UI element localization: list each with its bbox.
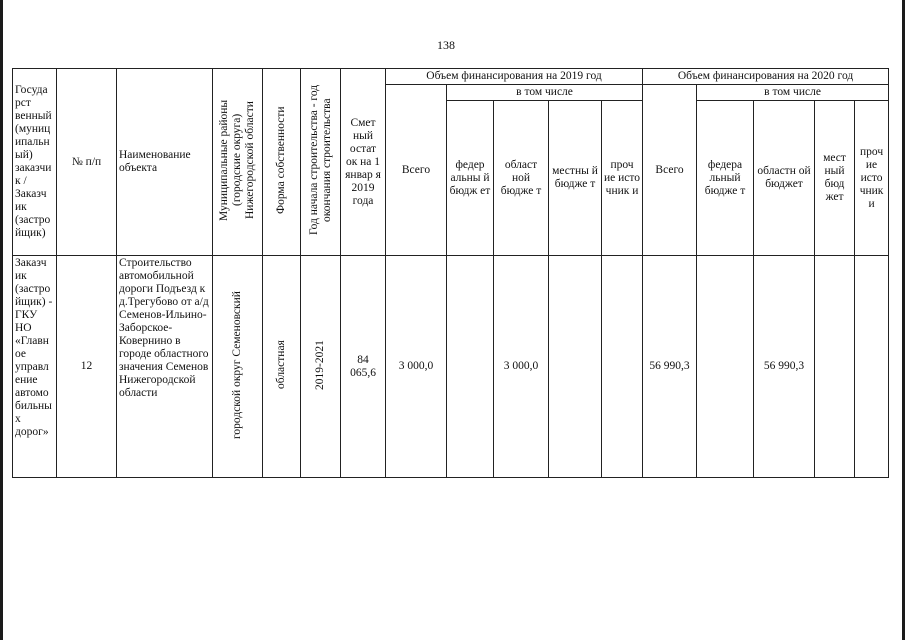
header-districts-text: Муниципальные районы (городские округа) Нижегородской области xyxy=(218,99,256,221)
cell-object-name: Строительство автомобильной дороги Подъезд к д.Трегубово от а/д Семенов-Ильино-Заборское-Ковернино в городе областного значения Семенов Нижегородской области xyxy=(117,256,213,478)
header-estimate-balance: Смет ный остат ок на 1 январ я 2019 года xyxy=(341,69,386,256)
header-oth-2019: проч ие исто чник и xyxy=(602,101,643,256)
cell-years xyxy=(301,256,341,478)
header-oth-2020: проч ие исто чник и xyxy=(855,101,889,256)
header-loc-2020: мест ный бюд жет xyxy=(815,101,855,256)
cell-loc-2020 xyxy=(815,256,855,478)
cell-district xyxy=(213,256,263,478)
header-group-2020: Объем финансирования на 2020 год xyxy=(643,69,889,85)
header-fed-2020: федера льный бюдже т xyxy=(697,101,754,256)
page-number: 138 xyxy=(437,38,455,52)
cell-oth-2020 xyxy=(855,256,889,478)
header-row-group xyxy=(13,69,889,85)
header-group-2019: Объем финансирования на 2019 год xyxy=(386,69,643,85)
cell-oth-2019 xyxy=(602,256,643,478)
cell-estimate-balance: 84 065,6 xyxy=(341,256,386,478)
cell-reg-2019: 3 000,0 xyxy=(494,256,549,478)
header-total-2019: Всего xyxy=(386,85,447,256)
header-ownership-text: Форма собственности xyxy=(275,106,287,214)
cell-customer: Заказч ик (застро йщик) - ГКУ НО «Главн ое управл ение автомо бильны х дорог» xyxy=(13,256,57,478)
cell-fed-2020 xyxy=(697,256,754,478)
header-years-text: Год начала строительства - год окончания строительства xyxy=(307,84,333,236)
header-years xyxy=(301,69,341,256)
header-total-2020: Всего xyxy=(643,85,697,256)
cell-loc-2019 xyxy=(549,256,602,478)
cell-ownership-text: областная xyxy=(275,340,287,389)
cell-total-2019: 3 000,0 xyxy=(386,256,447,478)
header-reg-2020: областн ой бюджет xyxy=(754,101,815,256)
header-loc-2019: местны й бюдже т xyxy=(549,101,602,256)
table-row xyxy=(13,256,889,478)
cell-reg-2020: 56 990,3 xyxy=(754,256,815,478)
header-num: № п/п xyxy=(57,69,117,256)
header-customer: Госуда рст венный (муниц ипальн ый) заказчи к / Заказч ик (застро йщик) xyxy=(13,69,57,256)
header-including-2019: в том числе xyxy=(447,85,643,101)
financing-table xyxy=(12,68,889,478)
cell-total-2020: 56 990,3 xyxy=(643,256,697,478)
header-districts xyxy=(213,69,263,256)
header-ownership xyxy=(263,69,301,256)
header-reg-2019: област ной бюдже т xyxy=(494,101,549,256)
cell-fed-2019 xyxy=(447,256,494,478)
cell-num: 12 xyxy=(57,256,117,478)
cell-years-text: 2019-2021 xyxy=(314,339,326,390)
header-including-2020: в том числе xyxy=(697,85,889,101)
header-fed-2019: федер альны й бюдж ет xyxy=(447,101,494,256)
cell-district-text: городской округ Семеновский xyxy=(231,290,243,439)
cell-ownership xyxy=(263,256,301,478)
scan-edge-left xyxy=(0,0,3,640)
header-object-name: Наименование объекта xyxy=(117,69,213,256)
